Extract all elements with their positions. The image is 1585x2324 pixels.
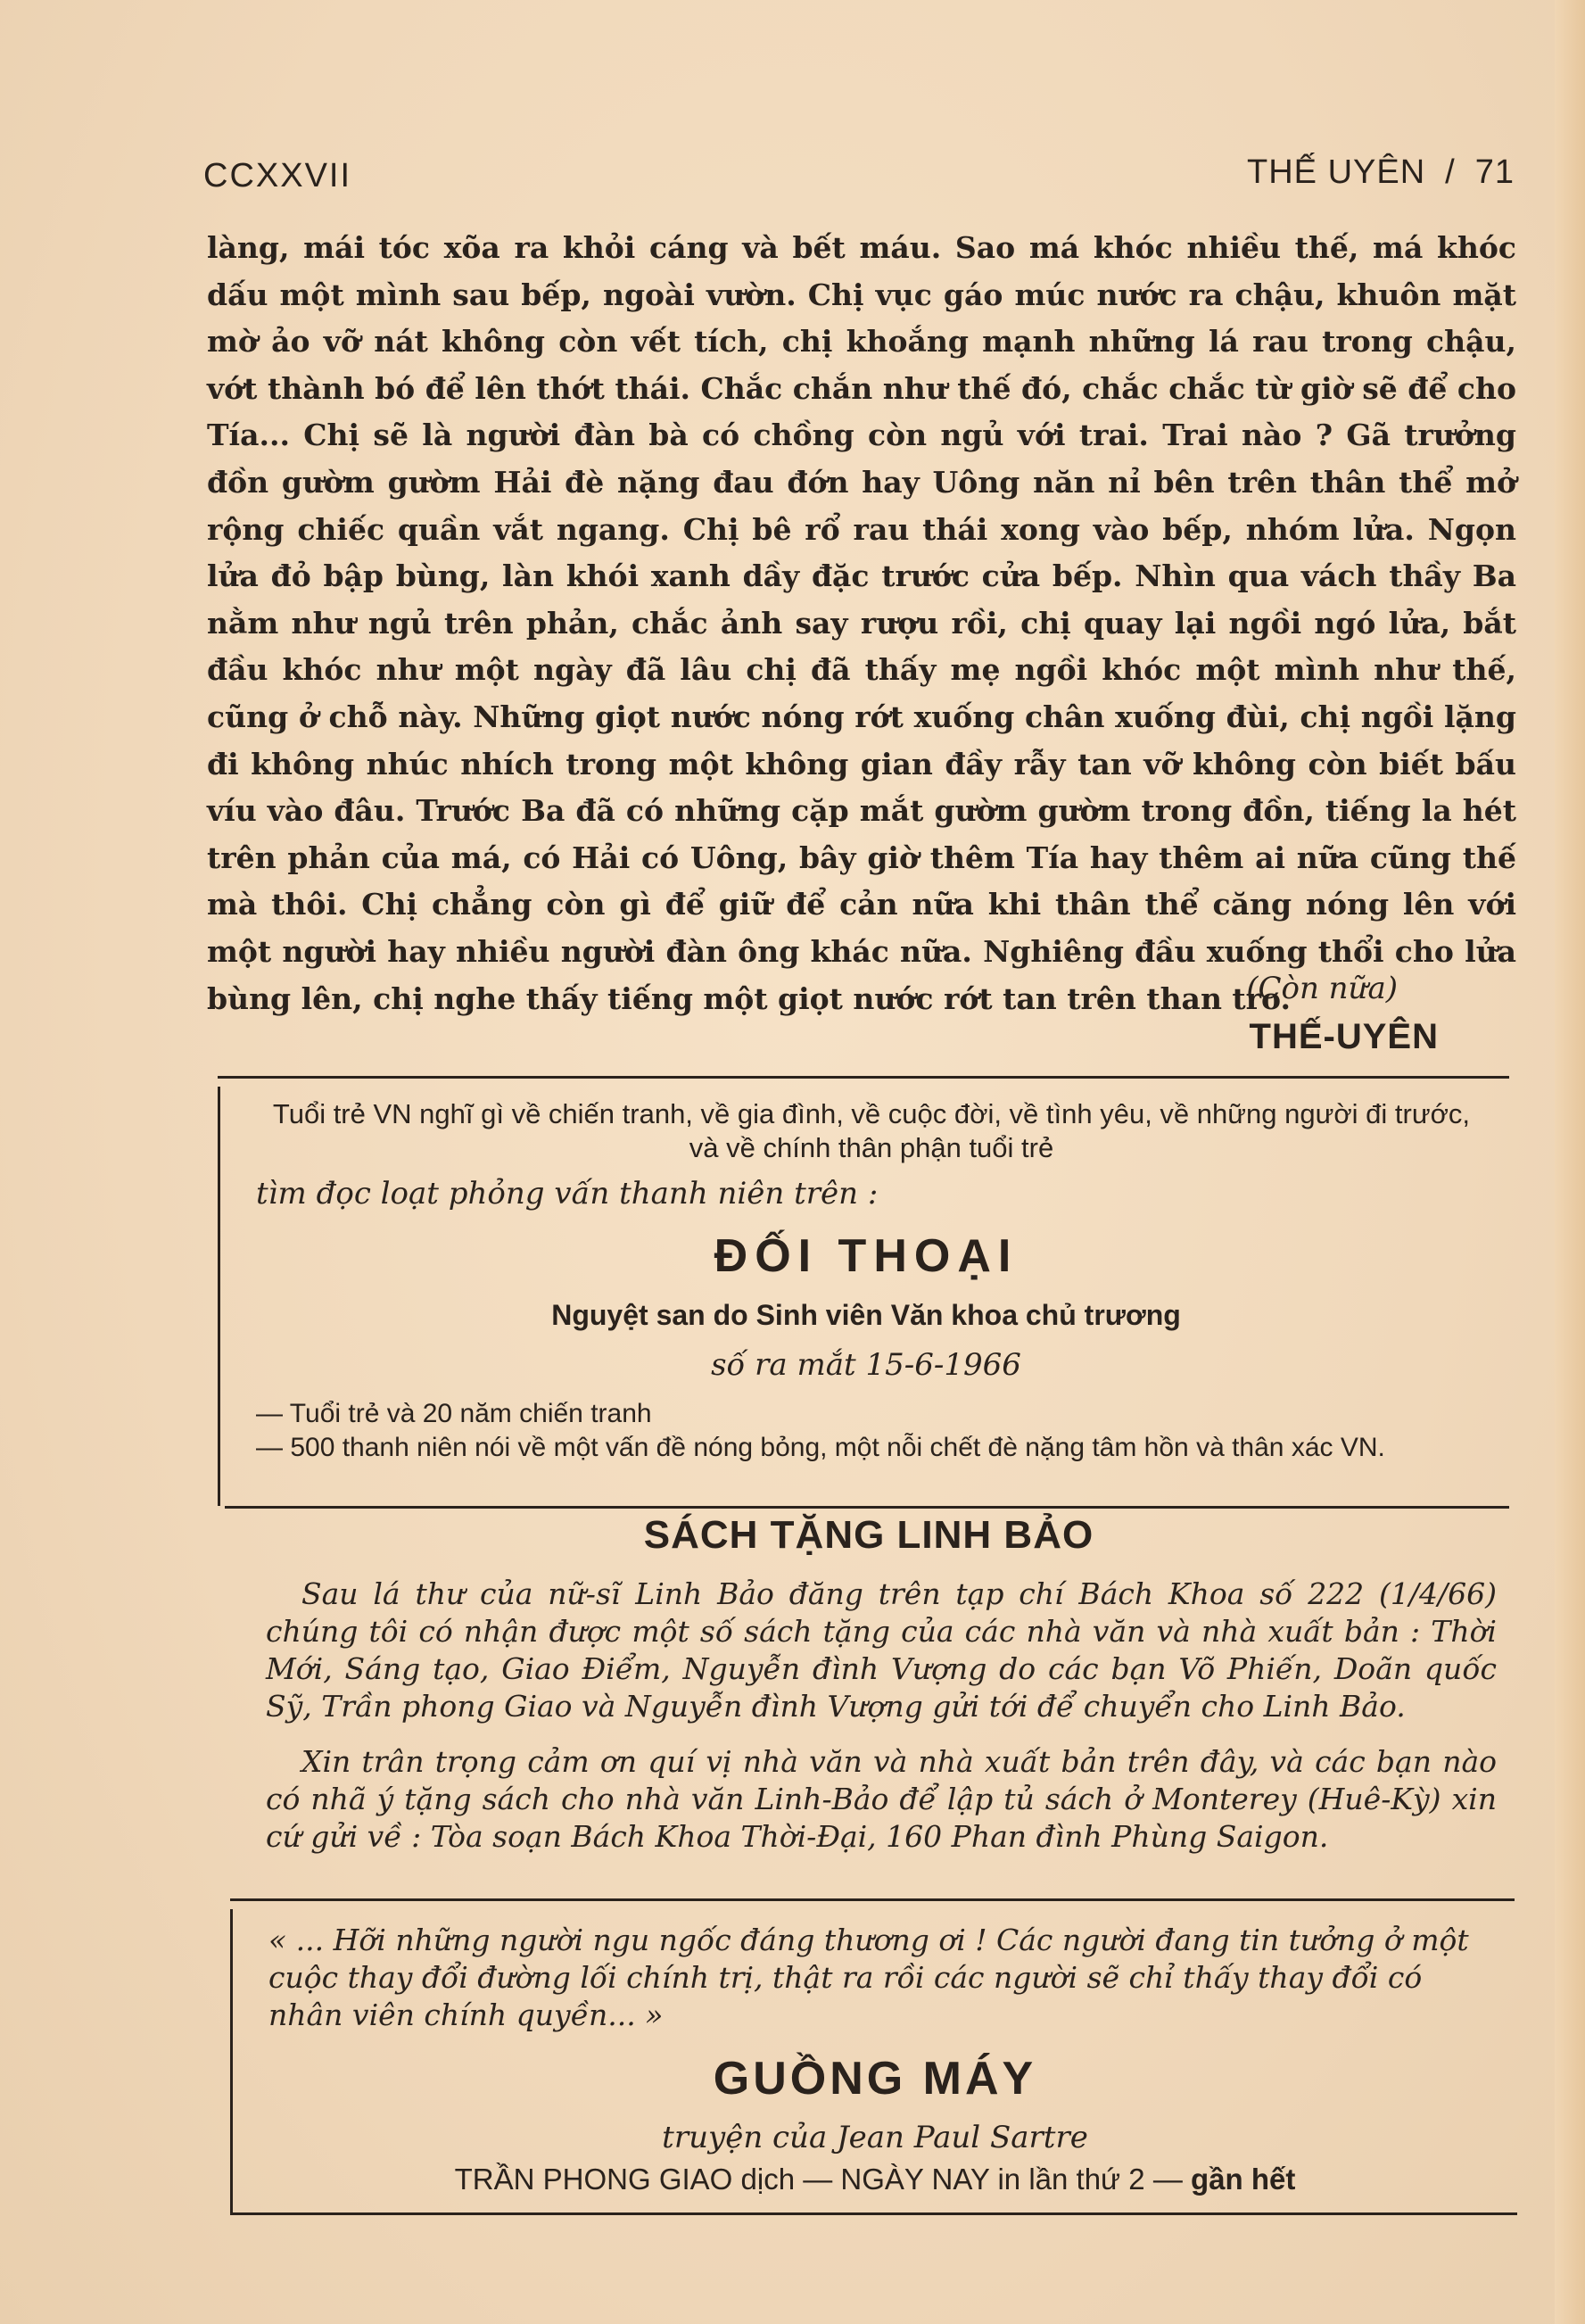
translator: TRẦN PHONG GIAO dịch: [454, 2163, 796, 2196]
book-title: GUỒNG MÁY: [713, 2053, 1037, 2105]
notice-paragraph: Xin trân trọng cảm ơn quí vị nhà văn và nhà xuất bản trên đây, và các bạn nào có nhã ý tặng sách cho nhà văn Linh-Bảo để lập tủ sách ở Monterey (Huê-Kỳ) xin cứ gửi về : Tòa soạn Bách Khoa Thời-Đại, 160 Phan đình Phùng Saigon.: [266, 1744, 1497, 1854]
ad-doi-thoai: [218, 1087, 1512, 1506]
ad-intro: Tuổi trẻ VN nghĩ gì về chiến tranh, về gia đình, về cuộc đời, về tình yêu, về những người đi trước, và về chính thân phận tuổi trẻ: [272, 1098, 1471, 1163]
ad-guong-may: [230, 1909, 1517, 2215]
magazine-subtitle: Nguyệt san do Sinh viên Văn khoa chủ trương: [551, 1299, 1181, 1331]
story-text: làng, mái tóc xõa ra khỏi cáng và bết máu. Sao má khóc nhiều thế, má khóc dấu một mình sau bếp, ngoài vườn. Chị vục gáo múc nước ra chậu, khuôn mặt mờ ảo vỡ nát không còn vết tích, chị khoắng mạnh những lá rau trong chậu, vớt thành bó để lên thớt thái. Chắc chắn như thế đó, chắc chắc từ giờ sẽ để cho Tía... Chị sẽ là người đàn bà có chồng còn ngủ với trai. Trai nào ? Gã trưởng đồn gườm gườm Hải đè nặng đau đớn hay Uông năn nỉ bên trên thân thể mở rộng chiếc quần vắt ngang. Chị bê rổ rau thái xong vào bếp, nhóm lửa. Ngọn lửa đỏ bập bùng, làn khói xanh dầy đặc trước cửa bếp. Nhìn qua vách thầy Ba nằm như ngủ trên phản, chắc ảnh say rượu rồi, chị quay lại ngồi ngó lửa, bắt đầu khóc như một ngày đã lâu chị đã thấy mẹ ngồi khóc một mình như thế, cũng ở chỗ này. Những giọt nước nóng rớt xuống chân xuống đùi, chị ngồi lặng đi không nhúc nhích trong một không gian đầy rẫy tan vỡ không còn biết bấu víu vào đâu. Trước Ba đã có những cặp mắt gườm gườm trong đồn, tiếng la hét trên phản của má, có Hải có Uông, bây giờ thêm Tía hay thêm ai nữa cũng thế mà thôi. Chị chẳng còn gì để giữ để cản nữa khi thân thể căng nóng lên với một người hay nhiều người đàn ông khác nữa. Nghiêng đầu xuống thổi cho lửa bùng lên, chị nghe thấy tiếng một giọt nước rớt tan trên than tro.: [207, 230, 1516, 1016]
running-title-separator: /: [1445, 153, 1456, 191]
publisher: NGÀY NAY: [840, 2163, 990, 2196]
divider-lower: [230, 1898, 1515, 1901]
footer-dash: —: [1152, 2163, 1183, 2196]
notice-paragraph: Sau lá thư của nữ-sĩ Linh Bảo đăng trên tạp chí Bách Khoa số 222 (1/4/66) chúng tôi có nhận được một số sách tặng của các nhà văn và nhà xuất bản : Thời Mới, Sáng tạo, Giao Điểm, Nguyễn đình Vượng do các bạn Võ Phiến, Doãn quốc Sỹ, Trần phong Giao và Nguyễn đình Vượng gửi tới để chuyển cho Linh Bảo.: [266, 1576, 1497, 1724]
divider-top: [218, 1076, 1509, 1079]
page-header: [203, 150, 1515, 203]
book-byline: truyện của Jean Paul Sartre: [662, 2120, 1088, 2155]
story-author: THẾ-UYÊN: [1249, 1017, 1439, 1056]
running-title: [1247, 153, 1515, 192]
notice-title: SÁCH TẶNG LINH BẢO: [643, 1513, 1094, 1557]
edition: in lần thứ 2: [997, 2163, 1145, 2196]
divider-middle: [225, 1506, 1509, 1509]
page-edge: [1555, 0, 1585, 2324]
ad-call-to-action: tìm đọc loạt phỏng vấn thanh niên trên :: [256, 1176, 879, 1212]
page-number: 71: [1474, 153, 1515, 191]
release-date: số ra mắt 15-6-1966: [711, 1347, 1021, 1383]
continued-note: (Còn nữa): [1246, 971, 1398, 1006]
stock-status: gần hết: [1191, 2163, 1296, 2196]
book-quote: « ... Hỡi những người ngu ngốc đáng thương ơi ! Các người đang tin tưởng ở một cuộc thay đổi đường lối chính trị, thật ra rồi các người sẽ chỉ thấy thay đổi có nhân viên chính quyền... »: [268, 1923, 1469, 2032]
book-footer: [233, 2163, 1517, 2196]
footer-dash: —: [803, 2163, 833, 2196]
ad-item: — 500 thanh niên nói về một vấn đề nóng bỏng, một nỗi chết đè nặng tâm hồn và thân xác VN.: [256, 1433, 1385, 1462]
running-title-author: THẾ UYÊN: [1247, 153, 1426, 191]
ad-item: — Tuổi trẻ và 20 năm chiến tranh: [256, 1399, 652, 1428]
section-number: CCXXVII: [203, 157, 352, 194]
magazine-title: ĐỐI THOẠI: [714, 1230, 1019, 1282]
